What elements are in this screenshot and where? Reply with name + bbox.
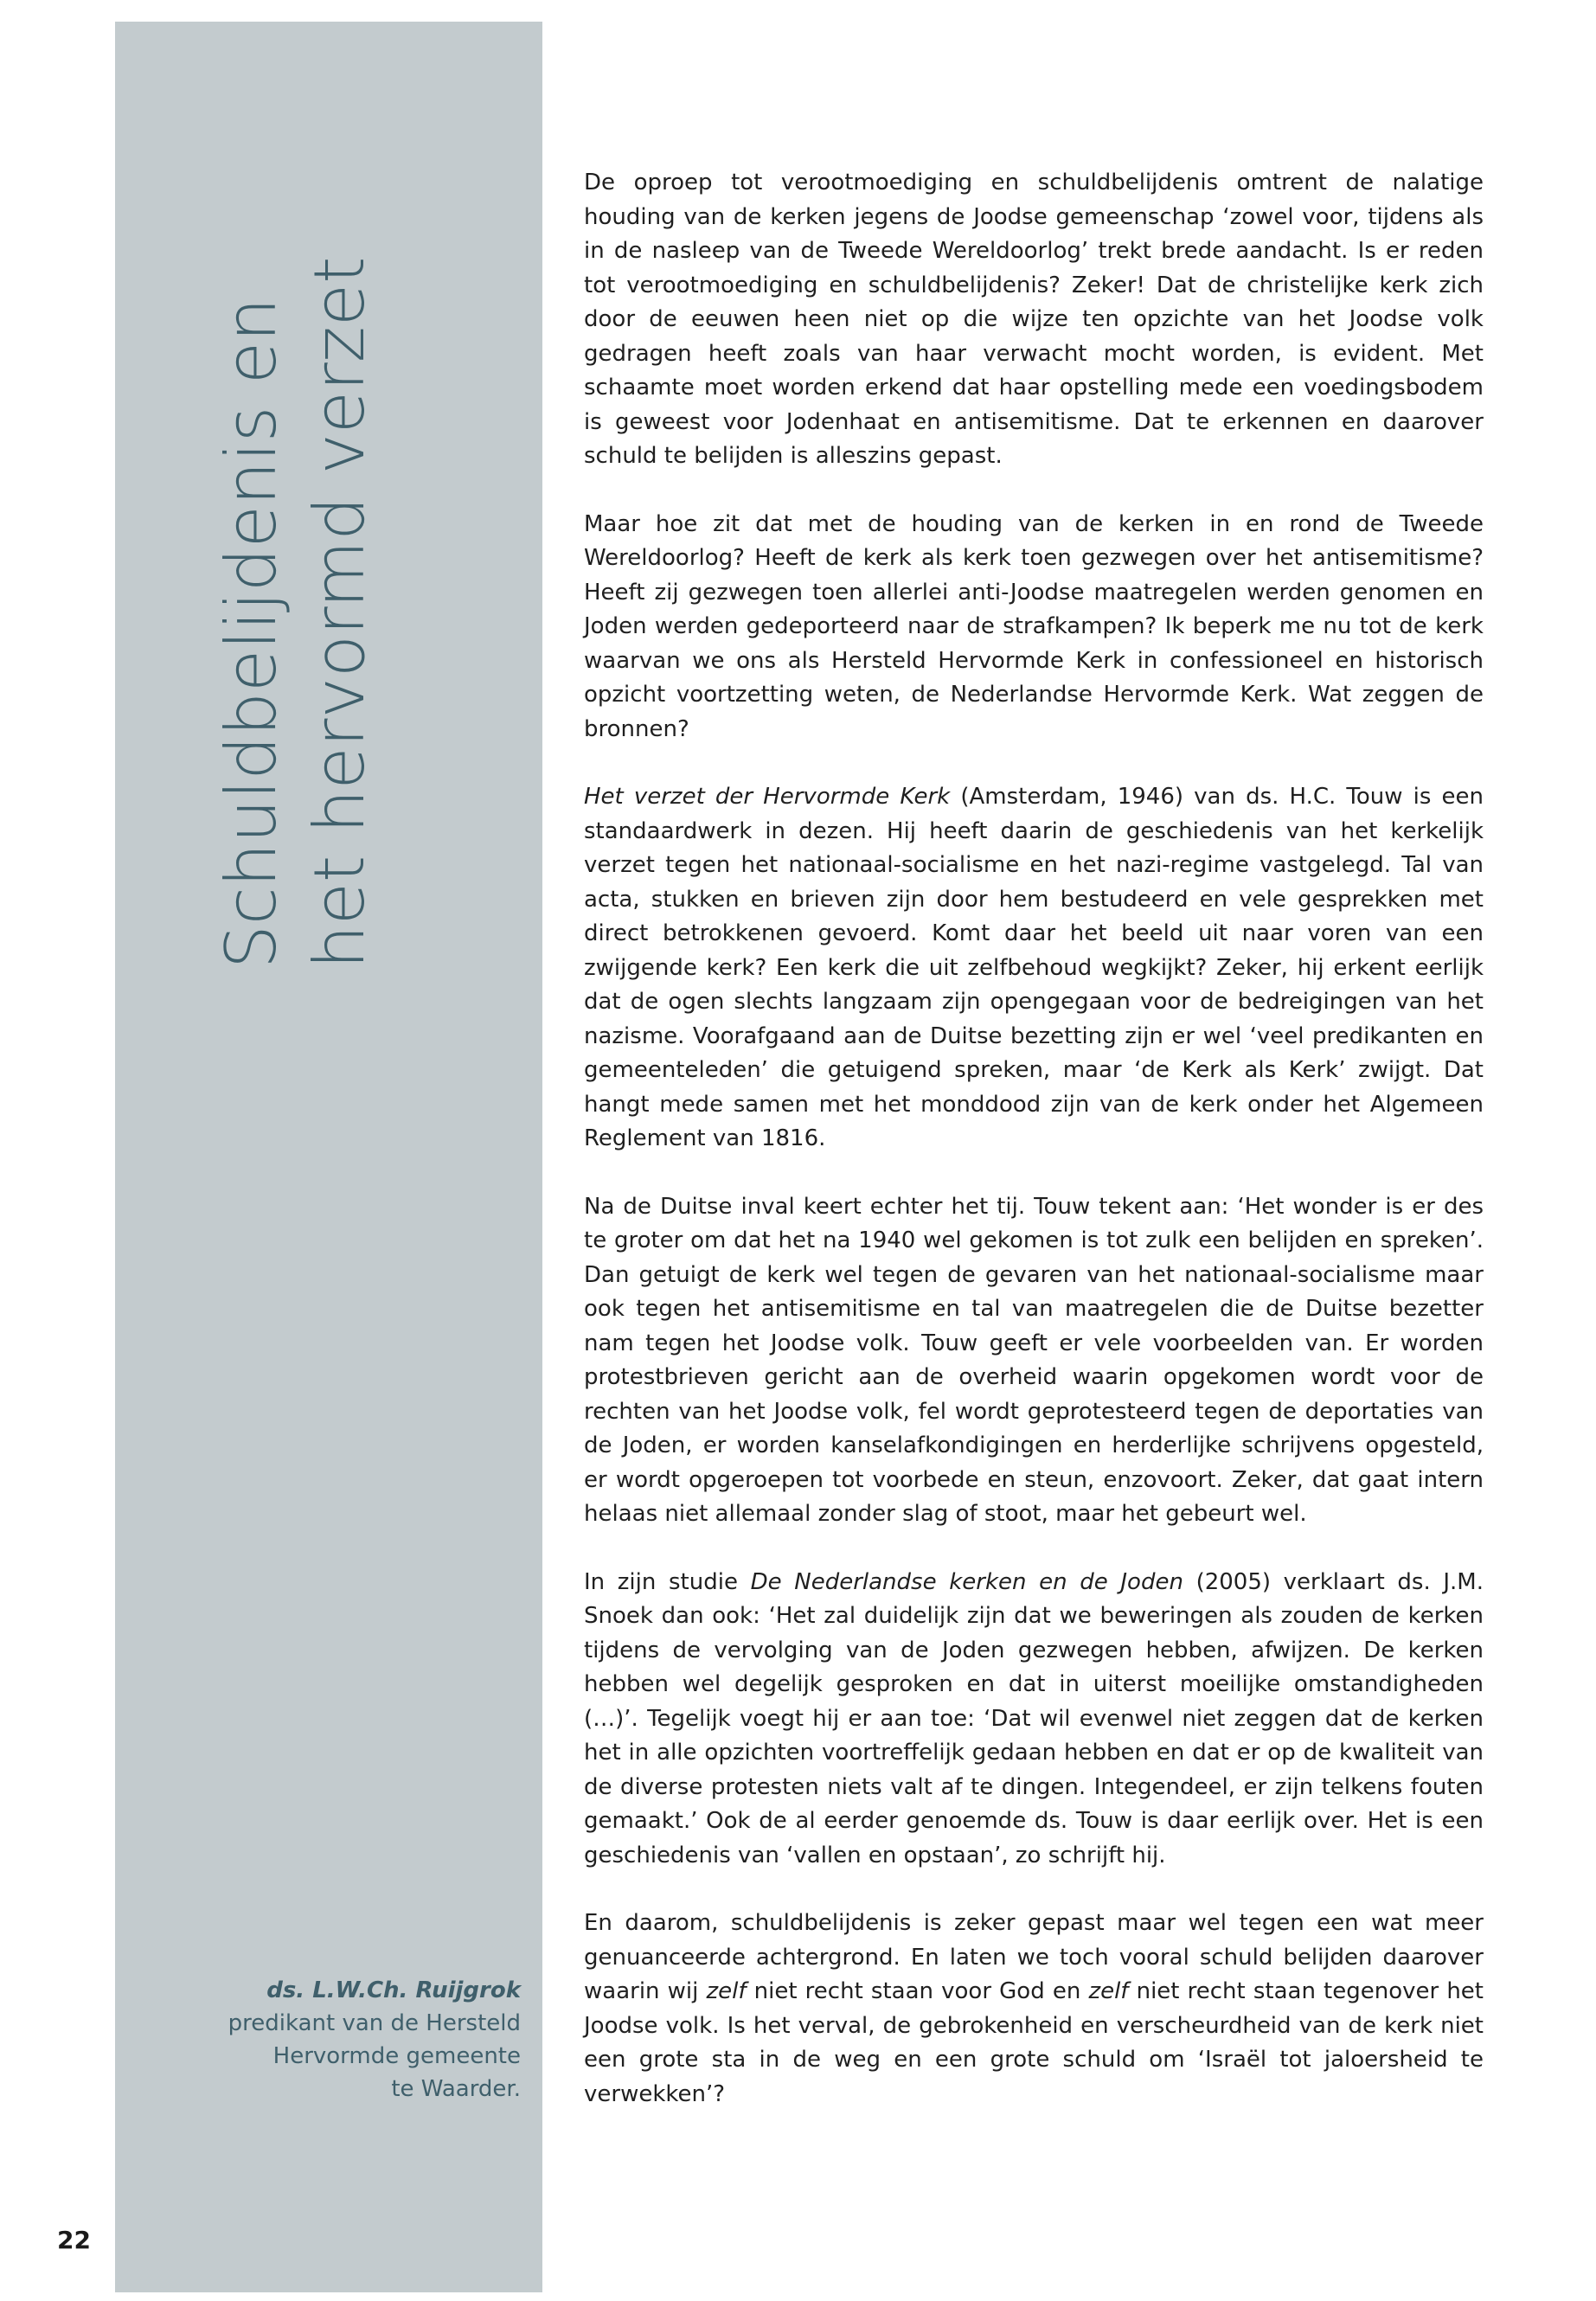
article-body [584,166,1484,2112]
book-title-snoek: De Nederlandse kerken en de Joden [750,1568,1183,1595]
paragraph-6 [584,1907,1484,2112]
page-number: 22 [57,2226,91,2254]
paragraph-6-part-b: niet recht staan voor God en [746,1978,1089,2004]
page-title [208,173,384,969]
paragraph-5-text: (2005) verklaart ds. J.M. Snoek dan ook: ‘Het zal duidelijk zijn dat we beweringen als zouden de kerken tijdens de vervolging van de Joden gezwegen hebben, afwijzen. De kerken hebben wel degelijk gesproken en dat in uiterst moeilijke omstandigheden (…)’. Tegelijk voegt hij er aan toe: ‘Dat wil evenwel niet zeggen dat de kerken het in alle opzichten voortreffelijk gedaan hebben en dat er op de kwaliteit van de diverse protesten niets valt af te dingen. Integendeel, er zijn telkens fouten gemaakt.’ Ook de al eerder genoemde ds. Touw is daar eerlijk over. Het is een geschiedenis van ‘vallen en opstaan’, zo schrijft hij. [584,1568,1484,1868]
paragraph-5 [584,1566,1484,1874]
author-role-line-2: Hervormde gemeente [272,2043,521,2069]
author-block [130,1974,521,2106]
emphasis-zelf-2: zelf [1088,1978,1129,2004]
paragraph-3 [584,780,1484,1157]
book-title-touw: Het verzet der Hervormde Kerk [584,784,951,810]
title-line-2: het hervormd verzet [299,256,380,969]
paragraph-2: Maar hoe zit dat met de houding van de kerken in en rond de Tweede Wereldoorlog? Heeft de kerk als kerk toen gezwegen over het antisemitisme? Heeft zij gezwegen toen allerlei anti-Joodse maatregelen werden genomen en Joden werden gedeporteerd naar de strafkampen? Ik beperk me nu tot de kerk waarvan we ons als Hersteld Hervormde Kerk in confessioneel en historisch opzicht voortzetting weten, de Nederlandse Hervormde Kerk. Wat zeggen de bronnen? [584,510,1484,742]
author-role-line-3: te Waarder. [391,2076,521,2102]
paragraph-4: Na de Duitse inval keert echter het tij. Touw tekent aan: ‘Het wonder is er des te groter om dat het na 1940 wel gekomen is tot zulk een belijden en spreken’. Dan getuigt de kerk wel tegen de gevaren van het nationaal-socialisme maar ook tegen het antisemitisme en tal van maatregelen die de Duitse bezetter nam tegen het Joodse volk. Touw geeft er vele voorbeelden van. Er worden protestbrieven gericht aan de overheid waarin opgekomen wordt voor de rechten van het Joodse volk, fel wordt geprotesteerd tegen de deportaties van de Joden, er worden kanselafkondigingen en herderlijke schrijvens opgesteld, er wordt opgeroepen tot voorbede en steun, enzovoort. Zeker, dat gaat intern helaas niet allemaal zonder slag of stoot, maar het gebeurt wel. [584,1193,1484,1527]
title-line-1: Schuldbelijdenis en [211,298,292,969]
paragraph-6-part-c: niet recht staan tegenover het Joodse volk. Is het verval, de gebrokenheid en verscheurdheid van de kerk niet een grote sta in de weg en een grote schuld om ‘Israël tot jaloersheid te verwekken’? [584,1978,1484,2107]
author-role-line-1: predikant van de Hersteld [228,2010,521,2036]
paragraph-1: De oproep tot verootmoediging en schuldbelijdenis omtrent de nalatige houding van de kerken jegens de Joodse gemeenschap ‘zowel voor, tijdens als in de nasleep van de Tweede Wereldoorlog’ trekt brede aandacht. Is er reden tot verootmoediging en schuldbelijdenis? Zeker! Dat de christelijke kerk zich door de eeuwen heen niet op die wijze ten opzichte van het Joodse volk gedragen heeft zoals van haar verwacht mocht worden, is evident. Met schaamte moet worden erkend dat haar opstelling mede een voedingsbodem is geweest voor Jodenhaat en antisemitisme. Dat te erkennen en daarover schuld te belijden is alleszins gepast. [584,170,1484,469]
emphasis-zelf-1: zelf [706,1978,747,2004]
author-name: ds. L.W.Ch. Ruijgrok [266,1977,521,2003]
paragraph-3-text: (Amsterdam, 1946) van ds. H.C. Touw is een standaardwerk in dezen. Hij heeft daarin de geschiedenis van het kerkelijk verzet tegen het nationaal-socialisme en het nazi-regime vastgelegd. Tal van acta, stukken en brieven zijn door hem bestudeerd en vele gesprekken met direct betrokkenen gevoerd. Komt daar het beeld uit naar voren van een zwijgende kerk? Een kerk die uit zelfbehoud wegkijkt? Zeker, hij erkent eerlijk dat de ogen slechts langzaam zijn opengegaan voor de bedreigingen van het nazisme. Voorafgaand aan de Duitse bezetting zijn er wel ‘veel predikanten en gemeenteleden’ die getuigend spreken, maar ‘de Kerk als Kerk’ zwijgt. Dat hangt mede samen met het monddood zijn van de kerk onder het Algemeen Reglement van 1816. [584,784,1484,1151]
paragraph-5-lead: In zijn studie [584,1568,751,1595]
paragraph-6-part-a: En daarom, schuldbelijdenis is zeker gepast maar wel tegen een wat meer genuanceerde achtergrond. En laten we toch vooral schuld belijden daarover waarin wij [584,1910,1484,2004]
